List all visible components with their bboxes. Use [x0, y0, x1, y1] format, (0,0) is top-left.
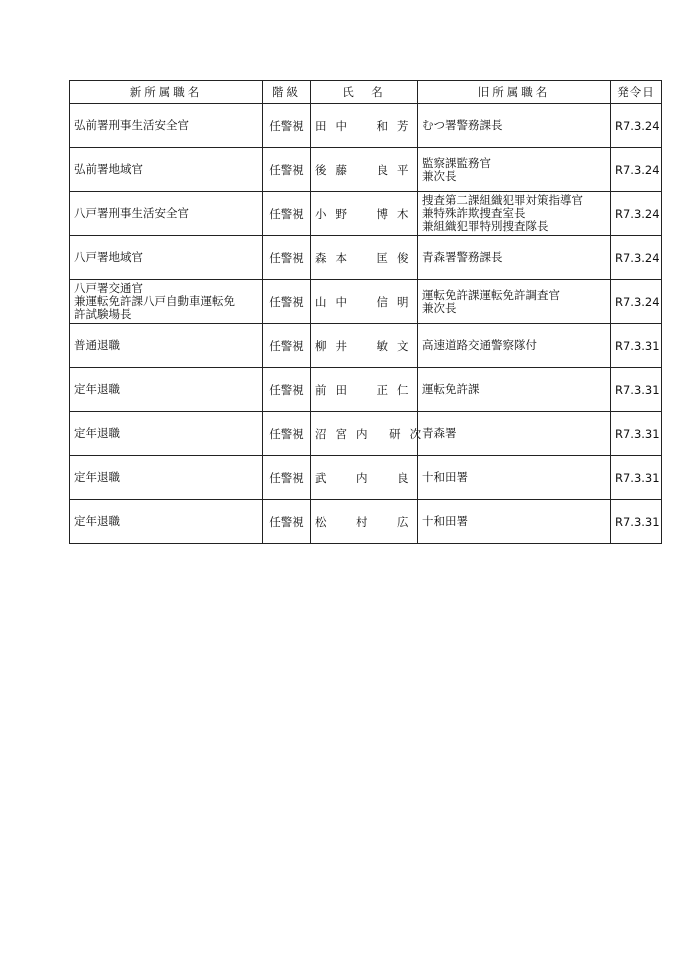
new-post-cell-line: 弘前署地域官: [74, 162, 143, 176]
table-header-row: [70, 81, 662, 104]
old-post-cell-line: 高速道路交通警察隊付: [422, 338, 537, 352]
old-post-cell: [418, 368, 611, 412]
name-cell: 武 内 良: [311, 456, 418, 500]
old-post-cell-line: 運転免許課: [422, 382, 480, 396]
new-post-cell-line: 定年退職: [74, 426, 120, 440]
rank-cell: 任警視: [263, 148, 311, 192]
new-post-cell-line: 定年退職: [74, 470, 120, 484]
new-post-cell-line: 兼運転免許課八戸自動車運転免: [74, 294, 235, 308]
old-post-cell: [418, 148, 611, 192]
header-name: 氏 名: [311, 81, 418, 104]
table-row: [70, 368, 662, 412]
rank-cell: 任警視: [263, 236, 311, 280]
rank-cell: 任警視: [263, 412, 311, 456]
rank-cell: 任警視: [263, 324, 311, 368]
date-cell: R7.3.24: [611, 192, 662, 236]
name-cell: 前田 正仁: [311, 368, 418, 412]
old-post-cell: [418, 236, 611, 280]
name-cell: 森本 匡俊: [311, 236, 418, 280]
table-row: [70, 104, 662, 148]
new-post-cell-line: 定年退職: [74, 382, 120, 396]
new-post-cell: [70, 280, 263, 324]
date-cell: R7.3.31: [611, 368, 662, 412]
date-cell: R7.3.31: [611, 324, 662, 368]
rank-cell: 任警視: [263, 456, 311, 500]
old-post-cell-line: 青森署: [422, 426, 457, 440]
old-post-cell-line: 兼特殊詐欺捜査室長: [422, 206, 526, 220]
table-body: [70, 104, 662, 544]
old-post-cell: [418, 412, 611, 456]
name-cell: 後藤 良平: [311, 148, 418, 192]
old-post-cell-line: 青森署警務課長: [422, 250, 503, 264]
rank-cell: 任警視: [263, 192, 311, 236]
date-cell: R7.3.24: [611, 236, 662, 280]
new-post-cell: [70, 368, 263, 412]
date-cell: R7.3.31: [611, 456, 662, 500]
table-row: [70, 280, 662, 324]
date-cell: R7.3.31: [611, 500, 662, 544]
date-cell: R7.3.24: [611, 280, 662, 324]
new-post-cell-line: 弘前署刑事生活安全官: [74, 118, 189, 132]
table-row: [70, 324, 662, 368]
name-cell: 小野 博木: [311, 192, 418, 236]
new-post-cell: [70, 324, 263, 368]
table-row: [70, 192, 662, 236]
old-post-cell-line: 十和田署: [422, 470, 468, 484]
rank-cell: 任警視: [263, 500, 311, 544]
old-post-cell: [418, 192, 611, 236]
date-cell: R7.3.24: [611, 148, 662, 192]
header-rank: 階級: [263, 81, 311, 104]
header-new-post: 新所属職名: [70, 81, 263, 104]
old-post-cell-line: むつ署警務課長: [422, 118, 503, 132]
old-post-cell-line: 十和田署: [422, 514, 468, 528]
new-post-cell-line: 八戸署交通官: [74, 281, 143, 295]
rank-cell: 任警視: [263, 368, 311, 412]
name-cell: 松 村 広: [311, 500, 418, 544]
new-post-cell-line: 八戸署地域官: [74, 250, 143, 264]
old-post-cell: [418, 280, 611, 324]
new-post-cell-line: 定年退職: [74, 514, 120, 528]
name-cell: 柳井 敏文: [311, 324, 418, 368]
name-cell: 沼宮内 研次: [311, 412, 418, 456]
table-row: [70, 148, 662, 192]
table-row: [70, 500, 662, 544]
old-post-cell: [418, 456, 611, 500]
old-post-cell-line: 運転免許課運転免許調査官: [422, 287, 560, 302]
table-row: [70, 456, 662, 500]
header-date: 発令日: [611, 81, 662, 104]
date-cell: R7.3.31: [611, 412, 662, 456]
old-post-cell: [418, 104, 611, 148]
old-post-cell: [418, 500, 611, 544]
new-post-cell: [70, 412, 263, 456]
rank-cell: 任警視: [263, 104, 311, 148]
table-row: [70, 236, 662, 280]
old-post-cell-line: 捜査第二課組織犯罪対策指導官: [422, 193, 583, 207]
rank-cell: 任警視: [263, 280, 311, 324]
new-post-cell: [70, 104, 263, 148]
old-post-cell-line: 兼組織犯罪特別捜査隊長: [422, 219, 549, 233]
date-cell: R7.3.24: [611, 104, 662, 148]
name-cell: 田中 和芳: [311, 104, 418, 148]
new-post-cell: [70, 192, 263, 236]
new-post-cell-line: 許試験場長: [74, 307, 132, 321]
old-post-cell-line: 兼次長: [422, 168, 457, 183]
new-post-cell: [70, 148, 263, 192]
new-post-cell-line: 普通退職: [74, 338, 120, 352]
table-row: [70, 412, 662, 456]
old-post-cell-line: 兼次長: [422, 300, 457, 315]
new-post-cell: [70, 456, 263, 500]
header-old-post: 旧所属職名: [418, 81, 611, 104]
new-post-cell: [70, 500, 263, 544]
name-cell: 山中 信明: [311, 280, 418, 324]
personnel-roster-table: [69, 80, 662, 544]
new-post-cell-line: 八戸署刑事生活安全官: [74, 206, 189, 220]
new-post-cell: [70, 236, 263, 280]
old-post-cell: [418, 324, 611, 368]
old-post-cell-line: 監察課監務官: [422, 155, 491, 170]
